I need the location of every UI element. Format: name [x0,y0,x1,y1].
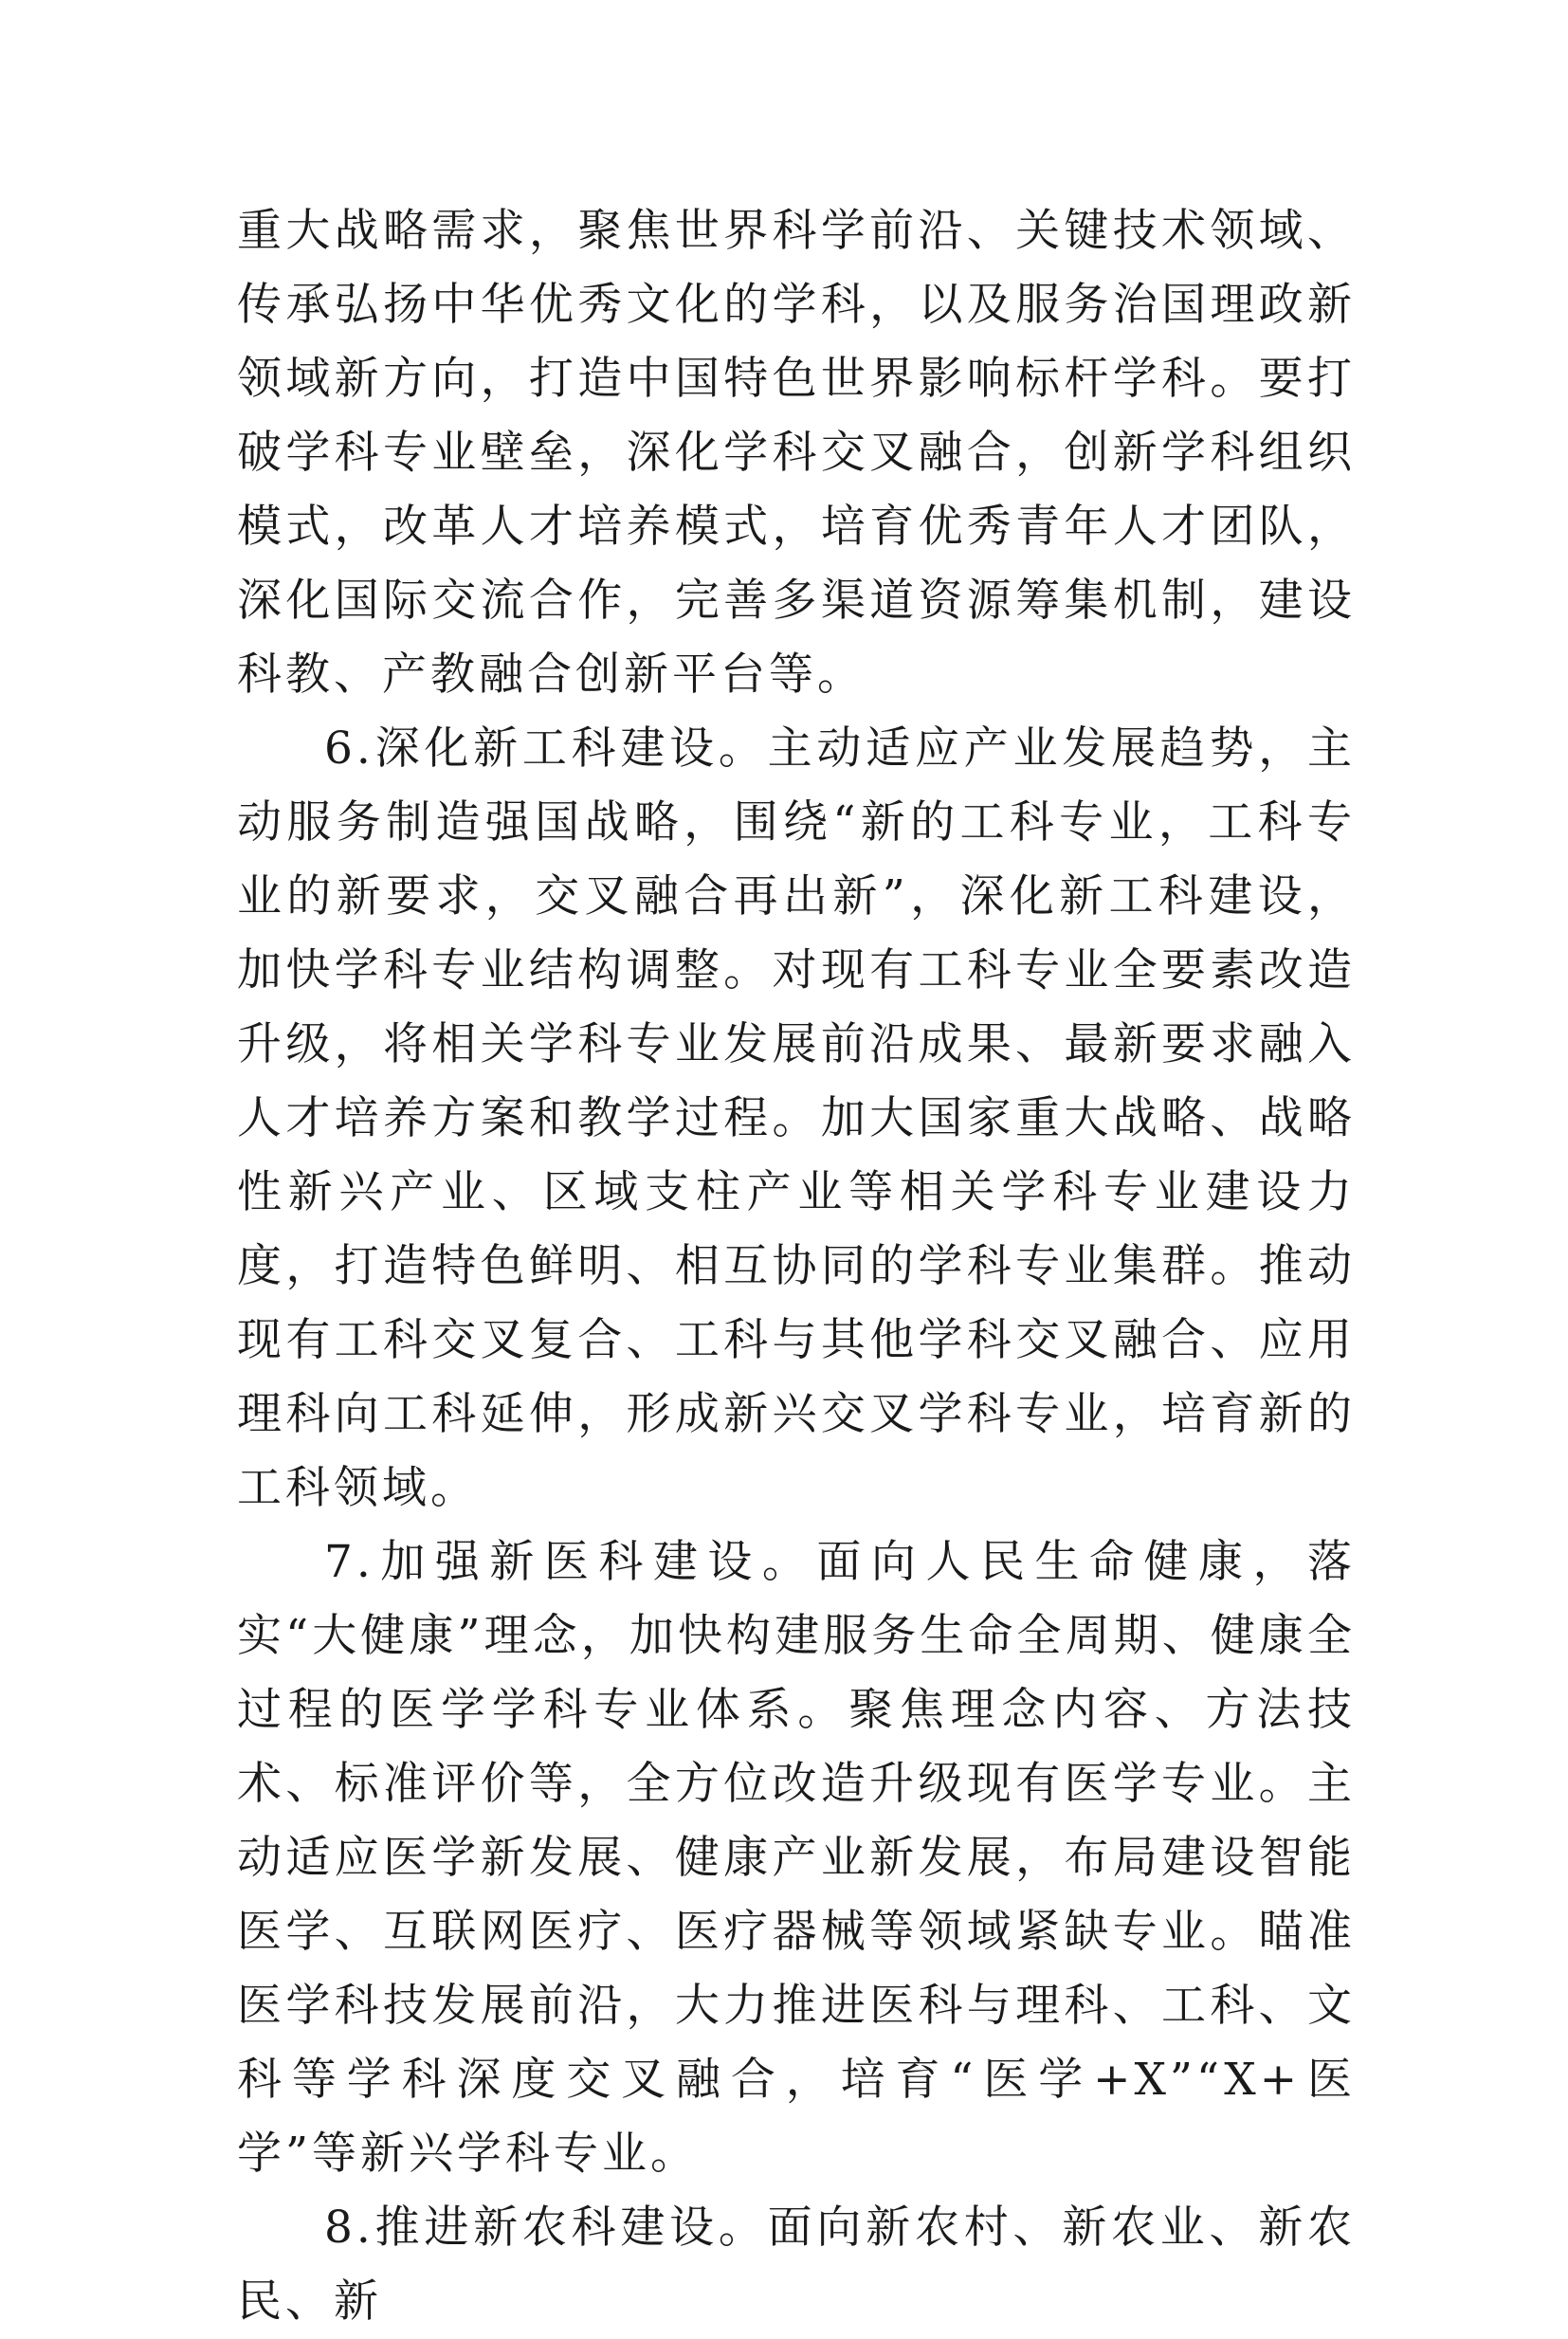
paragraph-heading: 8.推进新农科建设。 [324,2202,768,2254]
paragraph-heading: 7.加强新医科建设。 [324,1536,817,1588]
paragraph-text: 主动适应产业发展趋势，主动服务制造强国战略，围绕“新的工科专业，工科专业的新要求，交叉融合再出新”，深化新工科建设，加快学科专业结构调整。对现有工科专业全要素改造升级，将相关学科专业发展前沿成果、最新要求融入人才培养方案和教学过程。加大国家重大战略、战略性新兴产业、区域支柱产业等相关学科专业建设力度，打造特色鲜明、相互协同的学科专业集群。推动现有工科交叉复合、工科与其他学科交叉融合、应用理科向工科延伸，形成新兴交叉学科专业，培育新的工科领域。 [237,722,1357,1514]
paragraph-text: 重大战略需求，聚焦世界科学前沿、关键技术领域、传承弘扬中华优秀文化的学科，以及服务治国理政新领域新方向，打造中国特色世界影响标杆学科。要打破学科专业壁垒，深化学科交叉融合，创新学科组织模式，改革人才培养模式，培育优秀青年人才团队，深化国际交流合作，完善多渠道资源筹集机制，建设科教、产教融合创新平台等。 [237,205,1356,701]
paragraph-text: 面向人民生命健康，落实“大健康”理念，加快构建服务生命全周期、健康全过程的医学学科专业体系。聚焦理念内容、方法技术、标准评价等，全方位改造升级现有医学专业。主动适应医学新发展、健康产业新发展，布局建设智能医学、互联网医疗、医疗器械等领域紧缺专业。瞄准医学科技发展前沿，大力推进医科与理科、工科、文科等学科深度交叉融合，培育“医学+X”“X+医学”等新兴学科专业。 [237,1536,1356,2180]
paragraph-6 [237,712,1356,1526]
paragraph-continuation [237,194,1356,712]
paragraph-text: 面向新农村、新农业、新农民、新 [237,2202,1357,2328]
paragraph-8 [237,2191,1356,2339]
paragraph-heading: 6.深化新工科建设。 [324,722,768,775]
document-body [237,194,1356,2339]
paragraph-7 [237,1526,1356,2191]
